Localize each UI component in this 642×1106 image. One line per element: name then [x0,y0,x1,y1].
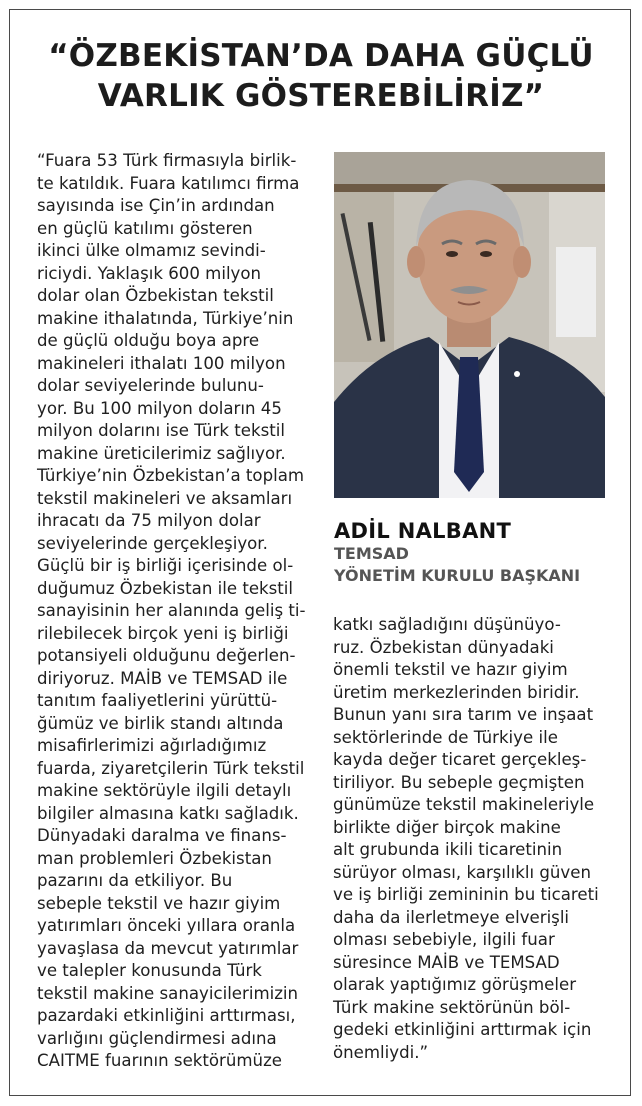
body-text-line: sürüyor olması, karşılıklı güven [333,862,591,882]
body-text-line: seviyelerinde gerçekleşiyor. [37,533,268,553]
body-text-line: üretim merkezlerinden biridir. [333,682,580,702]
body-text-line: olması sebebiyle, ilgili fuar [333,930,555,949]
body-text-line: katkı sağladığını düşünüyo- [333,615,561,634]
body-text-line: Güçlü bir iş birliği içerisinde ol- [37,556,294,575]
body-text-line: milyon dolarını ise Türk tekstil [37,421,285,440]
body-text-line: CAITME fuarının sektörümüze [37,1051,282,1070]
body-text-line: te katıldık. Fuara katılımcı firma [37,173,300,193]
body-text-line: makine sektörüyle ilgili detaylı [37,781,292,800]
body-text-line: sebeple tekstil ve hazır giyim [37,893,281,913]
body-text-line: yor. Bu 100 milyon doların 45 [37,398,282,418]
body-text-line: varlığını güçlendirmesi adına [37,1028,277,1048]
body-text-line: sayısında ise Çin’in ardından [37,196,275,215]
body-text-line: Bunun yanı sıra tarım ve inşaat [333,705,594,724]
body-text-line: tekstil makineleri ve aksamları [37,488,293,508]
body-text-line: fuarda, ziyaretçilerin Türk tekstil [37,758,305,778]
body-text-line: Türkiye’nin Özbekistan’a toplam [37,466,305,485]
body-text-line: ve talepler konusunda Türk [37,961,262,980]
body-text-line: pazarını da etkiliyor. Bu [37,871,233,890]
body-text-line: potansiyeli olduğunu değerlen- [37,646,296,665]
left-text-column [37,150,319,1073]
body-text-line: daha da ilerletmeye elverişli [333,907,570,927]
body-text-line: en güçlü katılımı gösteren [37,218,253,238]
body-text-line: olarak yaptığımız görüşmeler [333,975,577,994]
body-text-line: duğumuz Özbekistan ile tekstil [37,578,294,598]
portrait-photo [334,152,605,498]
body-text-line: sektörlerinde de Türkiye ile [333,727,558,747]
photo-caption [334,519,614,587]
body-text-line: dolar olan Özbekistan tekstil [37,286,274,305]
body-text-line: makine üreticilerimiz sağlıyor. [37,443,286,463]
body-text-line: sanayisinin her alanında geliş ti- [37,601,306,620]
body-text-line: misafirlerimizi ağırladığımız [37,736,267,755]
body-text-line: tanıtım faaliyetlerini yürüttü- [37,691,278,710]
body-text-line: alt grubunda ikili ticaretinin [333,840,563,859]
portrait-illustration [334,152,605,498]
body-text-line: birlikte diğer birçok makine [333,817,561,837]
body-text-line: diriyoruz. MAİB ve TEMSAD ile [37,668,288,688]
body-text-line: “Fuara 53 Türk firmasıyla birlik- [37,151,297,170]
body-text-line: önemli tekstil ve hazır giyim [333,660,568,679]
person-organization: TEMSAD [334,544,409,563]
right-text-column [333,614,609,1064]
body-text-line: günümüze tekstil makineleriyle [333,795,595,814]
body-text-line: bilgiler almasına katkı sağladık. [37,803,299,823]
body-text-line: dolar seviyelerinde bulunu- [37,376,264,395]
body-text-line: ruz. Özbekistan dünyadaki [333,637,554,657]
body-text-line: tiriliyor. Bu sebeple geçmişten [333,772,585,792]
body-text-line: man problemleri Özbekistan [37,848,272,868]
body-text-line: süresince MAİB ve TEMSAD [333,952,560,972]
body-text-line: makine ithalatında, Türkiye’nin [37,308,294,328]
body-text-line: rilebilecek birçok yeni iş birliği [37,623,289,643]
person-title: YÖNETİM KURULU BAŞKANI [334,566,581,585]
body-text-line: ve iş birliği zemininin bu ticareti [333,885,599,904]
body-text-line: pazardaki etkinliğini arttırması, [37,1006,296,1025]
body-text-line: ğümüz ve birlik standı altında [37,713,284,733]
body-text-line: Dünyadaki daralma ve finans- [37,826,287,845]
body-text-line: tekstil makine sanayicilerimizin [37,983,299,1003]
headline-line: VARLIK GÖSTEREBİLİRİZ” [97,78,545,114]
headline [20,36,622,116]
body-text-line: önemliydi.” [333,1042,429,1062]
body-text-line: ihracatı da 75 milyon dolar [37,511,261,530]
body-text-line: ikinci ülke olmamız sevindi- [37,241,266,260]
body-text-line: makineleri ithalatı 100 milyon [37,353,286,373]
person-name: ADİL NALBANT [334,519,512,543]
body-text-line: yavaşlasa da mevcut yatırımlar [37,938,299,958]
body-text-line: riciydi. Yaklaşık 600 milyon [37,263,262,283]
body-text-line: Türk makine sektörünün böl- [333,997,571,1017]
body-text-line: gedeki etkinliğini arttırmak için [333,1020,592,1039]
body-text-line: yatırımları önceki yıllara oranla [37,916,296,935]
body-text-line: de güçlü olduğu boya apre [37,331,260,350]
headline-line: “ÖZBEKİSTAN’DA DAHA GÜÇLÜ [48,38,594,74]
body-text-line: kayda değer ticaret gerçekleş- [333,750,587,769]
